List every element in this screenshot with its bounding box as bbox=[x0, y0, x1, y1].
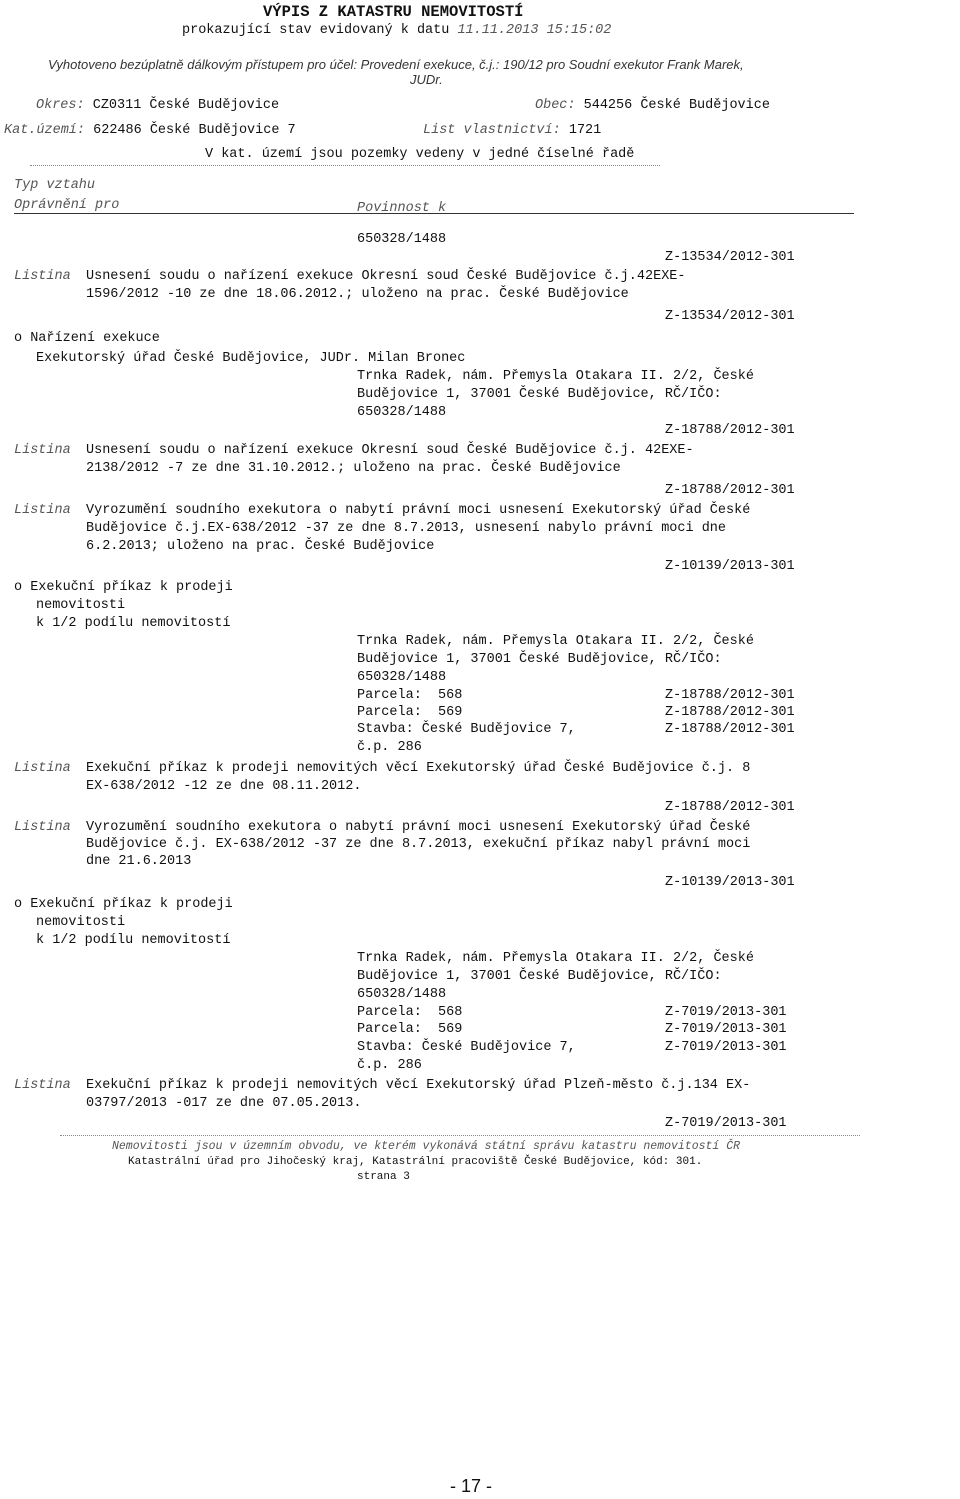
parcel-line: Parcela: 568 bbox=[357, 1005, 463, 1020]
building-number: č.p. 286 bbox=[357, 740, 422, 755]
listina-text-line: 03797/2013 -017 ze dne 07.05.2013. bbox=[86, 1096, 362, 1111]
listina-text-line: EX-638/2012 -12 ze dne 08.11.2012. bbox=[86, 779, 362, 794]
footer-page: strana 3 bbox=[357, 1171, 410, 1183]
state-line bbox=[182, 22, 611, 40]
parcel-line: Parcela: 568 bbox=[357, 688, 463, 703]
footer-jurisdiction: Nemovitosti jsou v územním obvodu, ve kterém vykonává státní správu katastru nemovitostí ČR bbox=[112, 1140, 741, 1153]
listina-label: Listina bbox=[14, 503, 71, 518]
obligor-id: 650328/1488 bbox=[357, 670, 447, 685]
okres-value: CZ0311 České Budějovice bbox=[92, 98, 280, 113]
listina-label: Listina bbox=[14, 820, 71, 835]
obligor-address-line: Budějovice 1, 37001 České Budějovice, RČ/IČO: bbox=[357, 969, 722, 984]
kat-label: Kat.území: bbox=[4, 123, 86, 138]
obligor-address-line: Budějovice 1, 37001 České Budějovice, RČ/IČO: bbox=[357, 387, 722, 402]
typ-vztahu-header: Typ vztahu bbox=[14, 178, 96, 193]
state-date: 11.11.2013 15:15:02 bbox=[457, 23, 612, 38]
z-ref: Z-18788/2012-301 bbox=[665, 423, 795, 438]
state-prefix: prokazující stav evidovaný k datu bbox=[182, 23, 450, 38]
listina-text-line: 2138/2012 -7 ze dne 31.10.2012.; uloženo na prac. České Budějovice bbox=[86, 461, 621, 476]
obligor-address-line: Trnka Radek, nám. Přemysla Otakara II. 2/2, České bbox=[357, 369, 754, 384]
obligor-address-line: Trnka Radek, nám. Přemysla Otakara II. 2/2, České bbox=[357, 634, 754, 649]
listina-text-line: Exekuční příkaz k prodeji nemovitých věcí Exekutorský úřad České Budějovice č.j. 8 bbox=[86, 761, 751, 776]
building-number: č.p. 286 bbox=[357, 1058, 422, 1073]
record-id: 650328/1488 bbox=[357, 232, 447, 247]
obec-row bbox=[535, 97, 770, 115]
povinnost-header: Povinnost k bbox=[357, 201, 447, 216]
z-ref: Z-18788/2012-301 bbox=[665, 705, 795, 720]
footer-divider bbox=[60, 1135, 860, 1136]
obec-value: 544256 České Budějovice bbox=[583, 98, 770, 113]
z-ref: Z-13534/2012-301 bbox=[665, 309, 795, 324]
listina-text-line: Vyrozumění soudního exekutora o nabytí právní moci usnesení Exekutorský úřad České bbox=[86, 503, 751, 518]
listina-text-line: Vyrozumění soudního exekutora o nabytí právní moci usnesení Exekutorský úřad České bbox=[86, 820, 751, 835]
z-ref: Z-13534/2012-301 bbox=[665, 250, 795, 265]
section-heading: o Exekuční příkaz k prodeji bbox=[14, 580, 233, 595]
divider bbox=[30, 165, 660, 166]
listina-text-line: 6.2.2013; uloženo na prac. České Budějovice bbox=[86, 539, 435, 554]
okres-label: Okres: bbox=[36, 98, 85, 113]
footer-office: Katastrální úřad pro Jihočeský kraj, Katastrální pracoviště České Budějovice, kód: 301. bbox=[128, 1156, 703, 1168]
listina-label: Listina bbox=[14, 761, 71, 776]
section-heading-line: nemovitosti bbox=[36, 915, 126, 930]
obec-label: Obec: bbox=[535, 98, 576, 113]
listina-text-line: Budějovice č.j. EX-638/2012 -37 ze dne 8.7.2013, exekuční příkaz nabyl právní moci bbox=[86, 837, 751, 852]
lv-value: 1721 bbox=[568, 123, 602, 138]
header-rule bbox=[14, 213, 854, 214]
z-ref: Z-18788/2012-301 bbox=[665, 483, 795, 498]
section-heading-line: k 1/2 podílu nemovitostí bbox=[36, 933, 231, 948]
obligor-address-line: Budějovice 1, 37001 České Budějovice, RČ/IČO: bbox=[357, 652, 722, 667]
parcel-line: Parcela: 569 bbox=[357, 1022, 463, 1037]
listina-text-line: Budějovice č.j.EX-638/2012 -37 ze dne 8.7.2013, usnesení nabylo právní moci dne bbox=[86, 521, 727, 536]
z-ref: Z-18788/2012-301 bbox=[665, 800, 795, 815]
lv-label: List vlastnictví: bbox=[423, 123, 561, 138]
section-heading-line: nemovitosti bbox=[36, 598, 126, 613]
parcel-line: Parcela: 569 bbox=[357, 705, 463, 720]
section-heading: o Exekuční příkaz k prodeji bbox=[14, 897, 233, 912]
listina-text-line: Usnesení soudu o nařízení exekuce Okresní soud České Budějovice č.j.42EXE- bbox=[86, 269, 686, 284]
z-ref: Z-18788/2012-301 bbox=[665, 722, 795, 737]
obligor-id: 650328/1488 bbox=[357, 405, 447, 420]
z-ref: Z-18788/2012-301 bbox=[665, 688, 795, 703]
z-ref: Z-7019/2013-301 bbox=[665, 1022, 787, 1037]
kat-row bbox=[4, 122, 296, 140]
issued-line-2: JUDr. bbox=[410, 72, 443, 87]
numbering-note: V kat. území jsou pozemky vedeny v jedné číselné řadě bbox=[205, 147, 635, 162]
obligor-address-line: Trnka Radek, nám. Přemysla Otakara II. 2/2, České bbox=[357, 951, 754, 966]
listina-text-line: Exekuční příkaz k prodeji nemovitých věcí Exekutorský úřad Plzeň-město č.j.134 EX- bbox=[86, 1078, 751, 1093]
okres-row bbox=[36, 97, 279, 115]
issued-line-1: Vyhotoveno bezúplatně dálkovým přístupem pro účel: Provedení exekuce, č.j.: 190/12 pro Soudní exekutor Frank Marek, bbox=[48, 57, 744, 72]
entitled-party: Exekutorský úřad České Budějovice, JUDr. Milan Bronec bbox=[36, 351, 466, 366]
listina-text-line: Usnesení soudu o nařízení exekuce Okresní soud České Budějovice č.j. 42EXE- bbox=[86, 443, 694, 458]
section-heading: o Nařízení exekuce bbox=[14, 331, 160, 346]
obligor-id: 650328/1488 bbox=[357, 987, 447, 1002]
listina-label: Listina bbox=[14, 443, 71, 458]
z-ref: Z-7019/2013-301 bbox=[665, 1116, 787, 1131]
section-heading-line: k 1/2 podílu nemovitostí bbox=[36, 616, 231, 631]
z-ref: Z-10139/2013-301 bbox=[665, 875, 795, 890]
listina-label: Listina bbox=[14, 269, 71, 284]
z-ref: Z-10139/2013-301 bbox=[665, 559, 795, 574]
building-line: Stavba: České Budějovice 7, bbox=[357, 1040, 576, 1055]
document-title: VÝPIS Z KATASTRU NEMOVITOSTÍ bbox=[263, 3, 524, 21]
z-ref: Z-7019/2013-301 bbox=[665, 1005, 787, 1020]
listina-text-line: 1596/2012 -10 ze dne 18.06.2012.; uloženo na prac. České Budějovice bbox=[86, 287, 629, 302]
listina-text-line: dne 21.6.2013 bbox=[86, 854, 192, 869]
kat-value: 622486 České Budějovice 7 bbox=[93, 123, 296, 138]
listina-label: Listina bbox=[14, 1078, 71, 1093]
opravneni-header: Oprávnění pro bbox=[14, 198, 120, 213]
page-number: - 17 - bbox=[450, 1476, 493, 1496]
z-ref: Z-7019/2013-301 bbox=[665, 1040, 787, 1055]
lv-row bbox=[423, 122, 601, 140]
building-line: Stavba: České Budějovice 7, bbox=[357, 722, 576, 737]
